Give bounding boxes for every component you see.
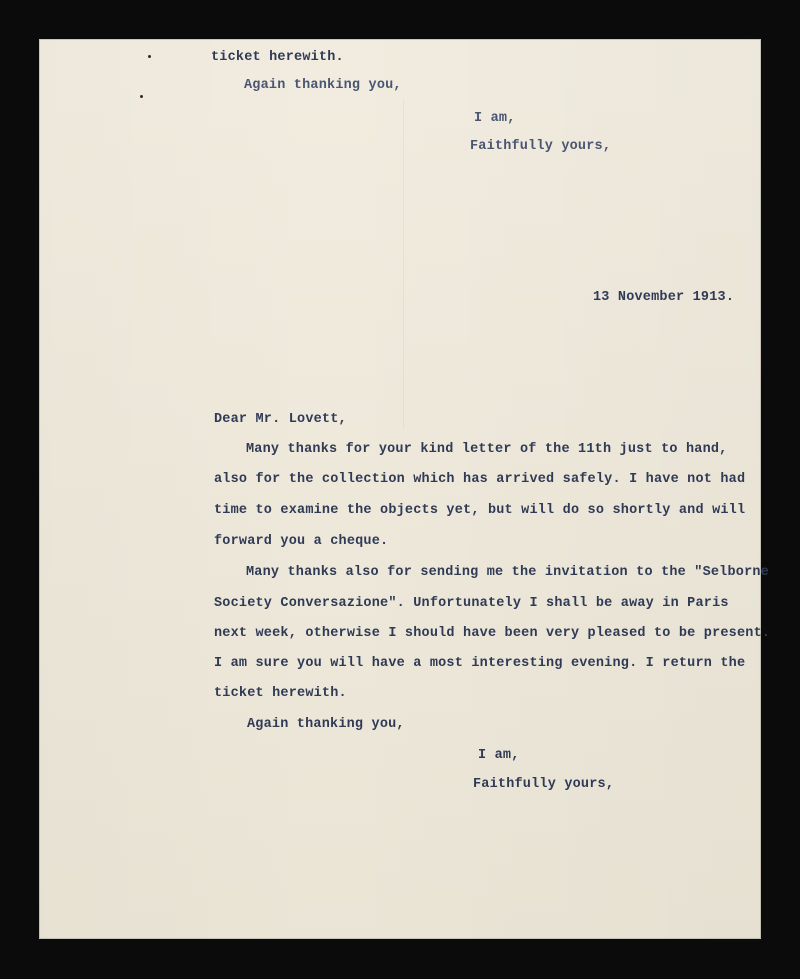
- letter-date: 13 November 1913.: [593, 290, 735, 305]
- body-line: forward you a cheque.: [214, 534, 389, 549]
- fragment-ticket-line: ticket herewith.: [211, 50, 344, 65]
- body-line: Society Conversazione". Unfortunately I shall be away in Paris: [214, 596, 729, 611]
- fragment-faithfully: Faithfully yours,: [470, 139, 612, 154]
- fragment-i-am: I am,: [474, 111, 516, 126]
- letter-salutation: Dear Mr. Lovett,: [214, 412, 347, 427]
- body-line: Many thanks also for sending me the invitation to the "Selborne: [246, 565, 769, 580]
- body-line: ticket herewith.: [214, 686, 347, 701]
- ink-speck: [148, 55, 151, 58]
- closing-faithfully: Faithfully yours,: [473, 777, 615, 792]
- closing-i-am: I am,: [478, 748, 520, 763]
- body-line: I am sure you will have a most interesting evening. I return the: [214, 656, 746, 671]
- body-line: also for the collection which has arrived safely. I have not had: [214, 472, 746, 487]
- closing-thanks: Again thanking you,: [247, 717, 405, 732]
- body-line: next week, otherwise I should have been very pleased to be present.: [214, 626, 771, 641]
- letter-page: [39, 39, 761, 939]
- fragment-thanks-line: Again thanking you,: [244, 78, 402, 93]
- body-line: time to examine the objects yet, but will do so shortly and will: [214, 503, 746, 518]
- ink-speck: [140, 95, 143, 98]
- paper-fold: [403, 99, 404, 429]
- body-line: Many thanks for your kind letter of the 11th just to hand,: [246, 442, 728, 457]
